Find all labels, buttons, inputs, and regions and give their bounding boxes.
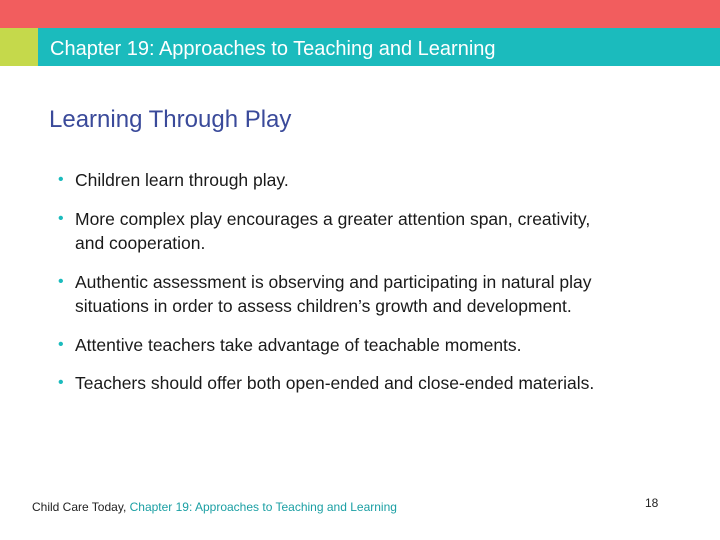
bullet-text: Children learn through play. — [75, 170, 289, 190]
bullet-dot-icon: • — [58, 209, 64, 227]
bullet-text: Teachers should offer both open-ended and close-ended materials. — [75, 373, 595, 393]
footer-book-title: Child Care Today, — [32, 500, 130, 514]
header-accent-block — [0, 28, 38, 66]
bullet-dot-icon: • — [58, 335, 64, 353]
bullet-dot-icon: • — [58, 272, 64, 290]
bullet-dot-icon: • — [58, 171, 64, 188]
bullet-dot-icon: • — [58, 374, 64, 391]
page-number: 18 — [645, 496, 659, 510]
bullet-item — [58, 270, 618, 319]
header-bar — [38, 28, 720, 66]
bullet-item — [58, 168, 618, 193]
bullet-text: Attentive teachers take advantage of teachable moments. — [75, 334, 522, 355]
bullet-list — [58, 168, 618, 410]
chapter-title: Chapter 19: Approaches to Teaching and Learning — [50, 38, 496, 60]
slide-title: Learning Through Play — [49, 106, 292, 133]
bullet-text: More complex play encourages a greater attention span, creativity, and cooperation. — [75, 208, 591, 253]
bullet-item — [58, 333, 618, 358]
footer-chapter-title: Chapter 19: Approaches to Teaching and Learning — [129, 500, 397, 514]
bullet-item — [58, 371, 618, 396]
footer-citation — [32, 500, 397, 514]
bullet-text: Authentic assessment is observing and participating in natural play situations in order to assess children’s growth and development. — [75, 271, 592, 316]
bullet-item — [58, 207, 618, 256]
top-color-strip — [0, 0, 720, 28]
